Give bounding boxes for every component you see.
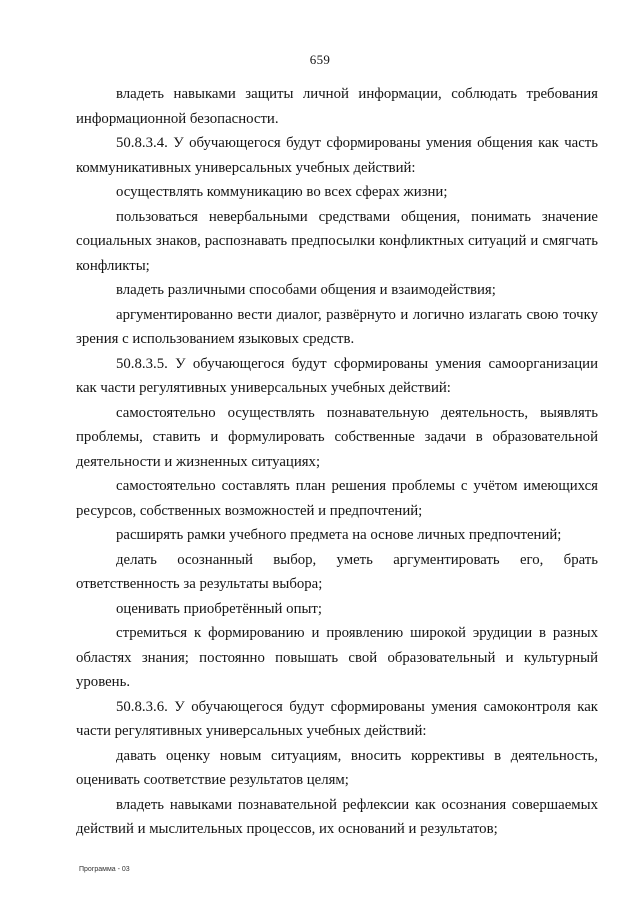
paragraph: делать осознанный выбор, уметь аргументировать его, брать ответственность за результаты выбора;: [76, 551, 598, 592]
paragraph: владеть навыками защиты личной информации, соблюдать требования информационной безопасности.: [76, 86, 598, 127]
section-heading-50-8-3-4: 50.8.3.4. У обучающегося будут сформированы умения общения как часть коммуникативных универсальных учебных действий:: [76, 135, 598, 176]
paragraph: давать оценку новым ситуациям, вносить коррективы в деятельность, оценивать соответствие результатов целям;: [76, 747, 598, 788]
paragraph: владеть различными способами общения и взаимодействия;: [116, 282, 496, 298]
document-body: [76, 82, 598, 842]
section-heading-50-8-3-6: 50.8.3.6. У обучающегося будут сформированы умения самоконтроля как части регулятивных универсальных учебных действий:: [76, 698, 598, 739]
paragraph: владеть навыками познавательной рефлексии как осознания совершаемых действий и мыслительных процессов, их оснований и результатов;: [76, 796, 598, 837]
paragraph: оценивать приобретённый опыт;: [116, 600, 323, 617]
paragraph: осуществлять коммуникацию во всех сферах жизни;: [116, 184, 448, 200]
footer-label: Программа - 03: [79, 866, 130, 873]
page-number: 659: [309, 52, 331, 67]
section-heading-50-8-3-5: 50.8.3.5. У обучающегося будут сформированы умения самоорганизации как части регулятивных универсальных учебных действий:: [76, 355, 598, 396]
paragraph: самостоятельно осуществлять познавательную деятельность, выявлять проблемы, ставить и формулировать собственные задачи в образовательной деятельности и жизненных ситуациях;: [76, 404, 598, 470]
paragraph: аргументированно вести диалог, развёрнуто и логично излагать свою точку зрения с использованием языковых средств.: [76, 306, 598, 347]
paragraph: пользоваться невербальными средствами общения, понимать значение социальных знаков, распознавать предпосылки конфликтных ситуаций и смягчать конфликты;: [76, 208, 598, 274]
paragraph: самостоятельно составлять план решения проблемы с учётом имеющихся ресурсов, собственных возможностей и предпочтений;: [76, 478, 598, 519]
paragraph: расширять рамки учебного предмета на основе личных предпочтений;: [116, 527, 562, 543]
paragraph: стремиться к формированию и проявлению широкой эрудиции в разных областях знания; постоянно повышать свой образовательный и культурный уровень.: [76, 625, 598, 690]
